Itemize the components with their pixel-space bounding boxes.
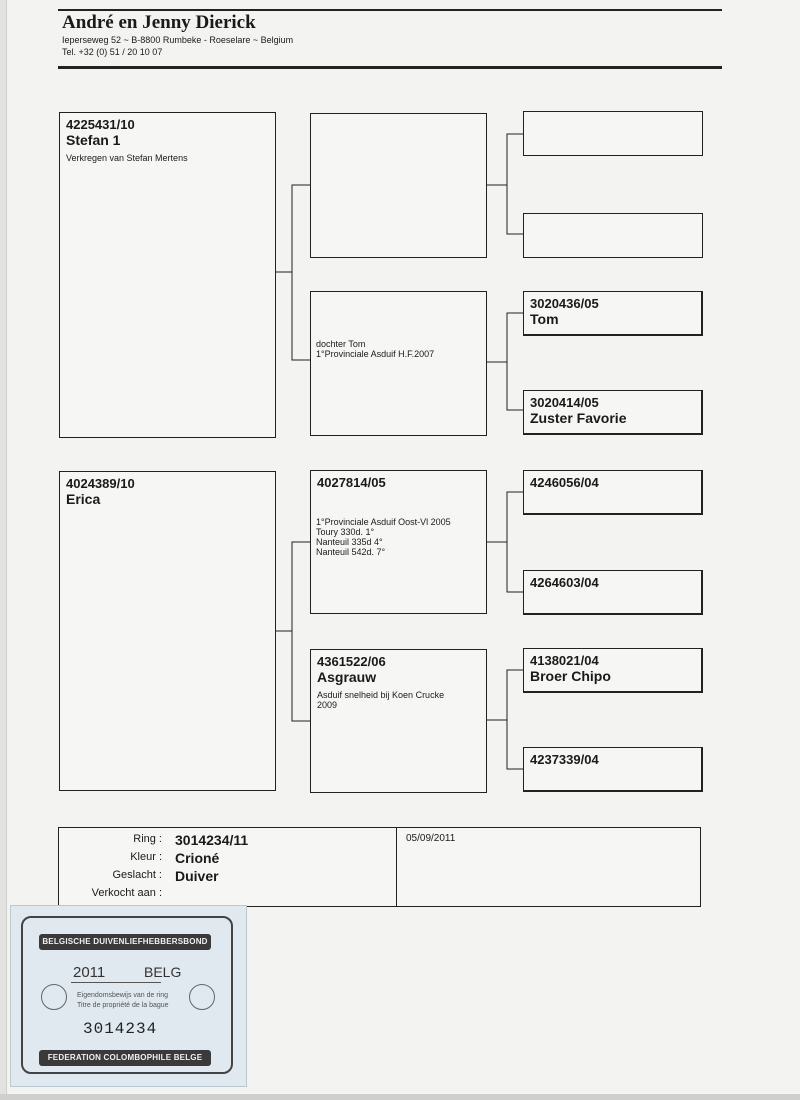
father-name: Stefan 1 (66, 132, 121, 148)
info-row-ring (58, 833, 388, 849)
father-note: Verkregen van Stefan Mertens (66, 153, 188, 163)
info-row-sex (58, 869, 388, 885)
sticker-banner-top: BELGISCHE DUIVENLIEFHEBBERSBOND (39, 934, 211, 950)
bottom-scan-edge (0, 1094, 800, 1100)
mother-mother-ring: 4361522/06 (317, 654, 386, 669)
fm-father-name: Tom (530, 311, 559, 327)
sex-value: Duiver (175, 868, 219, 884)
mm-mother-ring: 4237339/04 (530, 752, 599, 767)
sticker-line2: Titre de propriété de la bague (77, 1002, 169, 1009)
mother-mother-note: Asduif snelheid bij Koen Crucke 2009 (317, 690, 445, 710)
color-label: Kleur : (130, 851, 162, 863)
father-ring: 4225431/10 (66, 117, 135, 132)
mother-name: Erica (66, 491, 101, 507)
sticker-country: BELG (144, 964, 182, 980)
header-title: André en Jenny Dierick (62, 12, 256, 33)
ring-certificate-sticker (10, 905, 247, 1087)
ring-value: 3014234/11 (175, 832, 249, 848)
sticker-ring-number: 3014234 (83, 1020, 158, 1038)
info-divider (396, 827, 397, 907)
sticker-banner-bottom: FEDERATION COLOMBOPHILE BELGE (39, 1050, 211, 1066)
header-address: Ieperseweg 52 ~ B-8800 Rumbeke - Roeselare ~ Belgium (62, 35, 294, 45)
fm-father-ring: 3020436/05 (530, 296, 599, 311)
mm-father-name: Broer Chipo (530, 668, 611, 684)
mother-ring: 4024389/10 (66, 476, 135, 491)
ring-label: Ring : (133, 833, 162, 845)
emblem-left-icon (41, 984, 67, 1010)
mother-mother-name: Asgrauw (317, 669, 377, 685)
mf-father-ring: 4246056/04 (530, 475, 599, 490)
sex-label: Geslacht : (112, 869, 162, 881)
sticker-year: 2011 (73, 964, 106, 981)
info-row-sold (58, 887, 388, 903)
sticker-line1: Eigendomsbewijs van de ring (77, 992, 169, 999)
fm-mother-ring: 3020414/05 (530, 395, 599, 410)
color-value: Crioné (175, 850, 220, 866)
mm-father-ring: 4138021/04 (530, 653, 599, 668)
mother-father-note: 1°Provinciale Asduif Oost-Vl 2005 Toury 330d. 1° Nanteuil 335d 4° Nanteuil 542d. 7° (316, 517, 451, 557)
father-mother-note: dochter Tom 1°Provinciale Asduif H.F.2007 (316, 339, 435, 359)
info-date: 05/09/2011 (406, 833, 456, 844)
header-phone: Tel. +32 (0) 51 / 20 10 07 (62, 47, 163, 57)
sticker-underline (71, 982, 161, 983)
mf-mother-ring: 4264603/04 (530, 575, 599, 590)
mother-father-ring: 4027814/05 (317, 475, 386, 490)
fm-mother-name: Zuster Favorie (530, 410, 627, 426)
info-row-color (58, 851, 388, 867)
sold-label: Verkocht aan : (91, 887, 162, 899)
crown-emblem-icon (189, 984, 215, 1010)
